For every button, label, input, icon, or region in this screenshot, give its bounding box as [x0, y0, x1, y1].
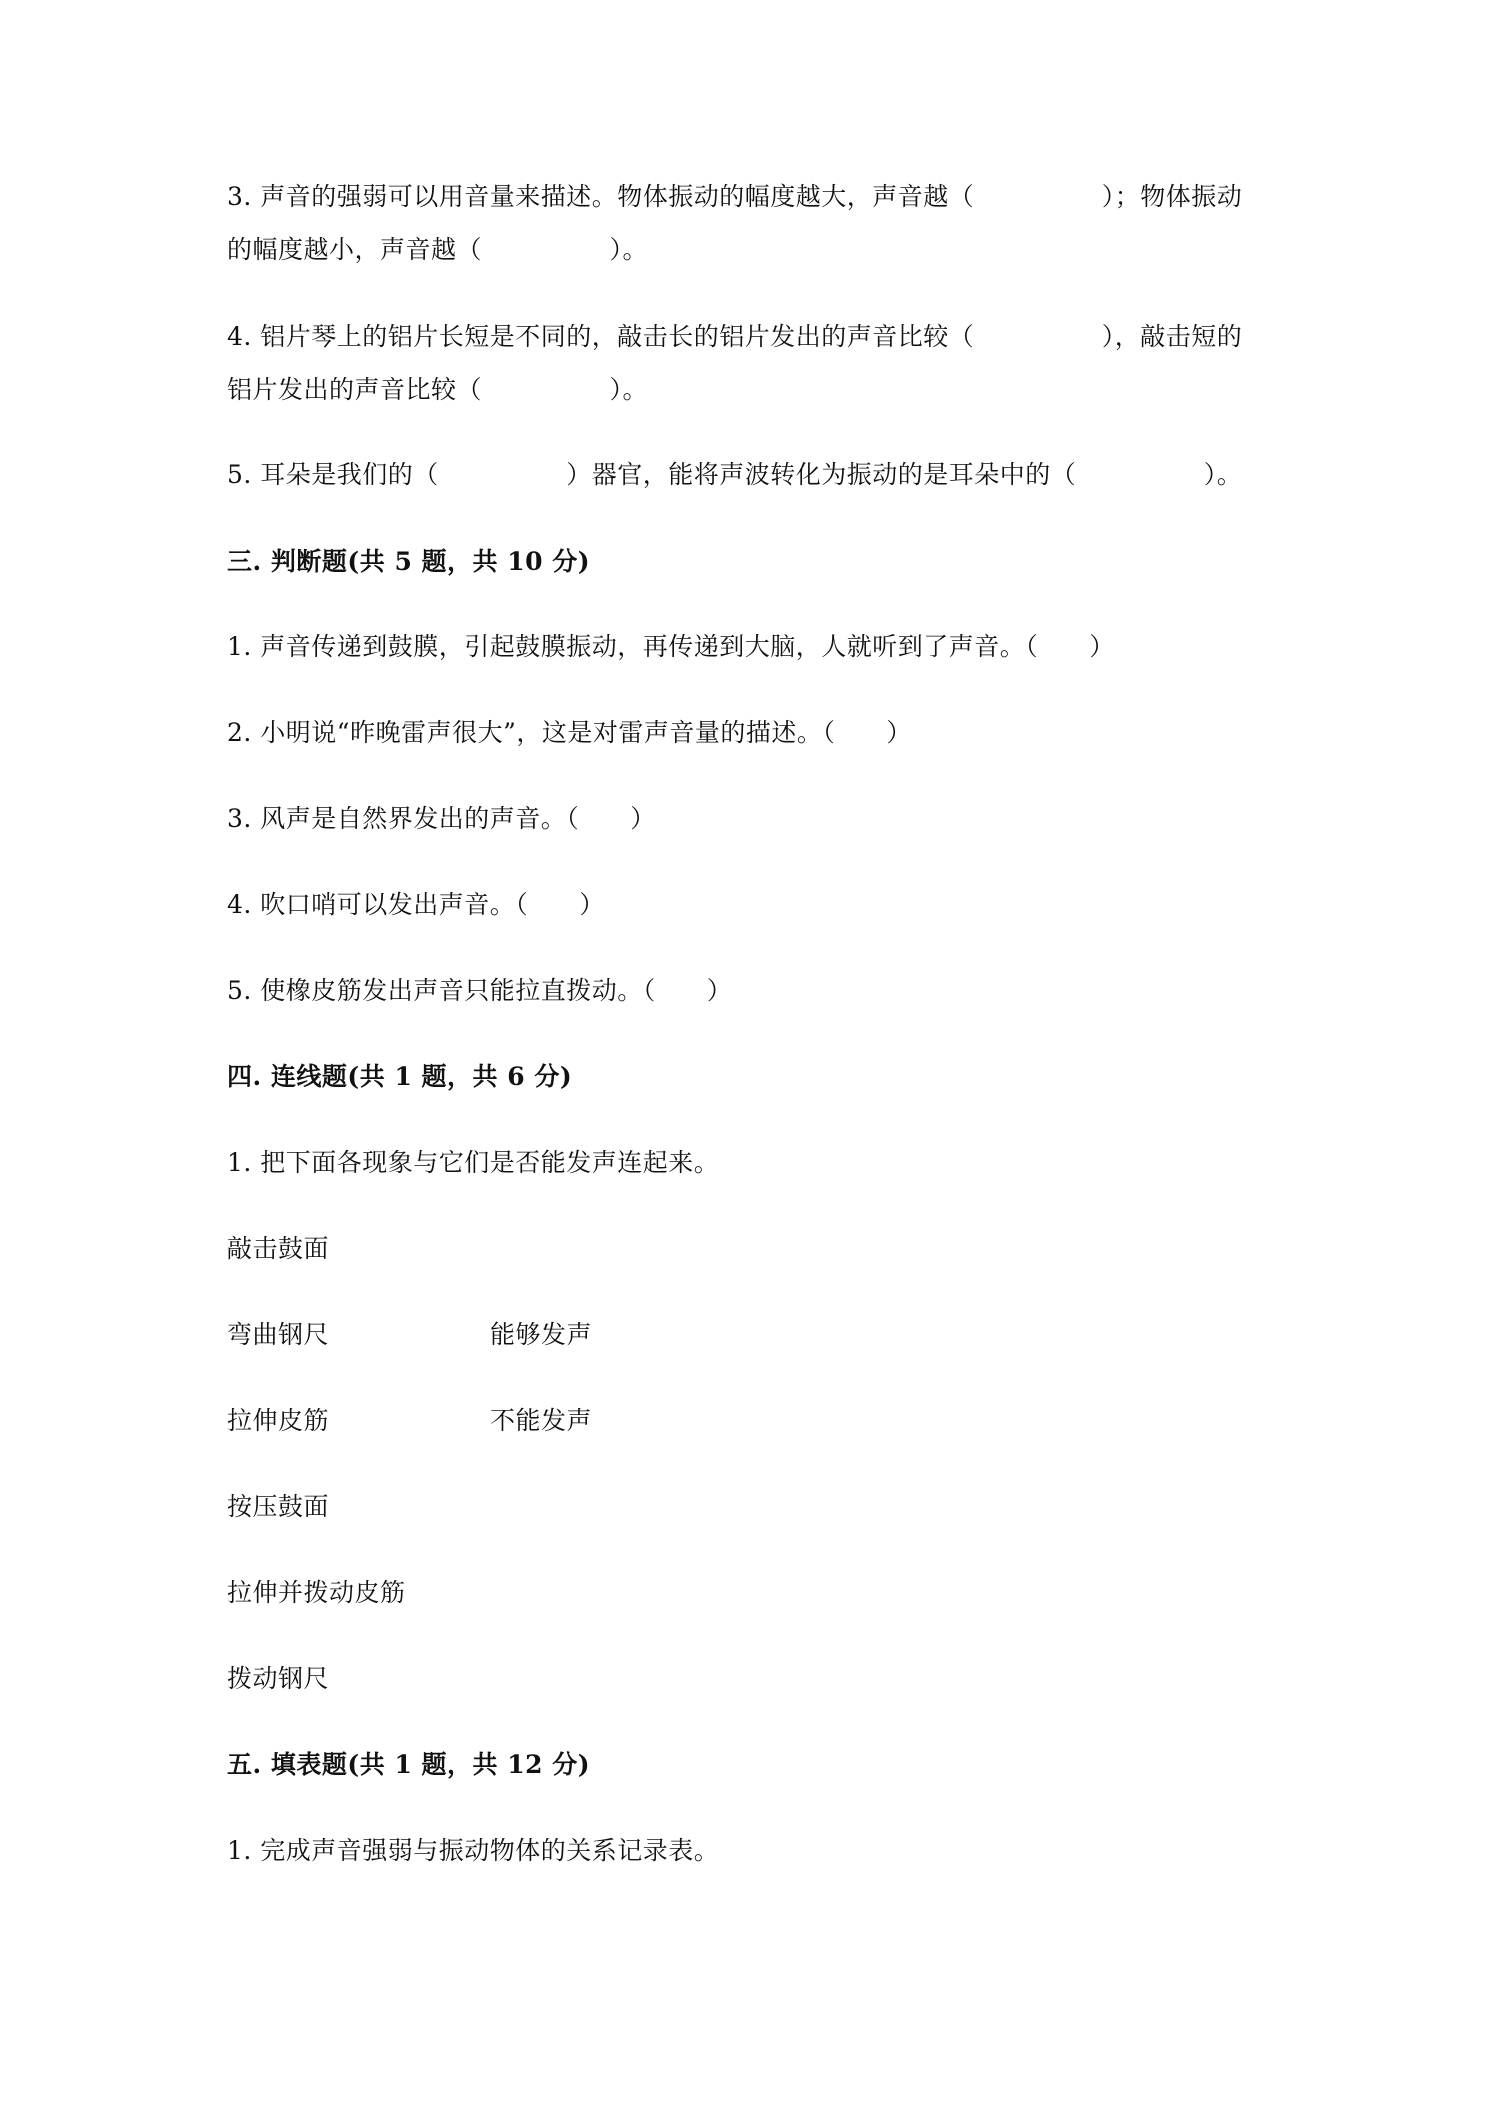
judge-question-3: 3. 风声是自然界发出的声音。（ ） [227, 804, 656, 833]
matching-left-item: 敲击鼓面 [227, 1234, 330, 1263]
judge-question-5: 5. 使橡皮筋发出声音只能拉直拨动。（ ） [227, 976, 733, 1005]
fill-question-4-line-2: 铝片发出的声音比较（ ）。 [227, 375, 649, 404]
table-question: 1. 完成声音强弱与振动物体的关系记录表。 [227, 1836, 720, 1865]
matching-left-item: 弯曲钢尺 [227, 1320, 330, 1349]
fill-question-5: 5. 耳朵是我们的（ ）器官，能将声波转化为振动的是耳朵中的（ ）。 [227, 460, 1243, 489]
judge-question-2: 2. 小明说“昨晚雷声很大”，这是对雷声音量的描述。（ ） [227, 718, 912, 747]
section-5-heading: 五. 填表题(共 1 题，共 12 分) [227, 1750, 591, 1779]
matching-question: 1. 把下面各现象与它们是否能发声连起来。 [227, 1148, 720, 1177]
matching-right-item: 不能发声 [490, 1406, 593, 1435]
matching-left-item: 拨动钢尺 [227, 1664, 330, 1693]
fill-question-4-line-1: 4. 铝片琴上的铝片长短是不同的，敲击长的铝片发出的声音比较（ ），敲击短的 [227, 322, 1243, 351]
section-4-heading: 四. 连线题(共 1 题，共 6 分) [227, 1062, 573, 1091]
matching-left-item: 拉伸并拨动皮筋 [227, 1578, 406, 1607]
judge-question-4: 4. 吹口哨可以发出声音。（ ） [227, 890, 605, 919]
fill-question-3-line-2: 的幅度越小，声音越（ ）。 [227, 235, 649, 264]
section-3-heading: 三. 判断题(共 5 题，共 10 分) [227, 547, 591, 576]
matching-left-item: 按压鼓面 [227, 1492, 330, 1521]
fill-question-3-line-1: 3. 声音的强弱可以用音量来描述。物体振动的幅度越大，声音越（ ）；物体振动 [227, 182, 1243, 211]
matching-right-item: 能够发声 [490, 1320, 593, 1349]
matching-left-item: 拉伸皮筋 [227, 1406, 330, 1435]
judge-question-1: 1. 声音传递到鼓膜，引起鼓膜振动，再传递到大脑，人就听到了声音。（ ） [227, 632, 1115, 661]
